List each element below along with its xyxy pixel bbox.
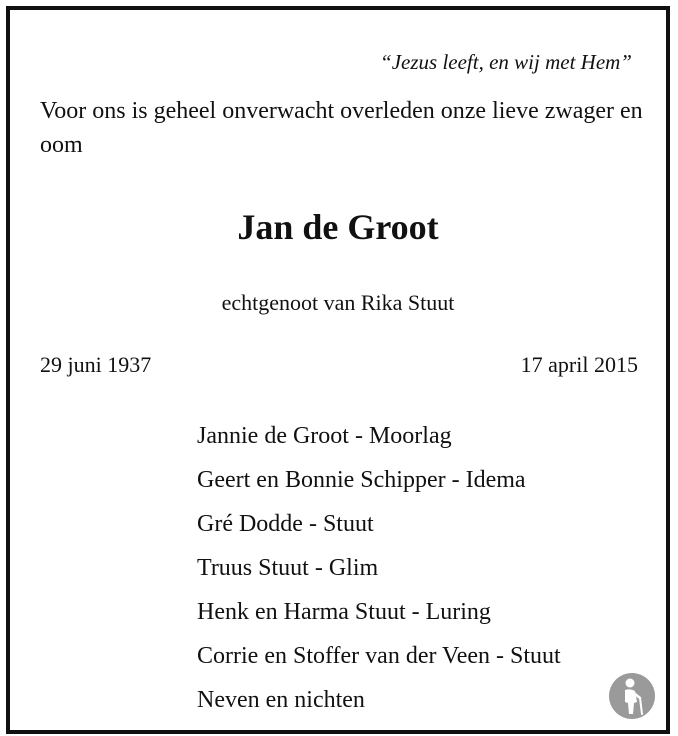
mourner-item: Neven en nichten xyxy=(197,687,365,713)
notice-frame xyxy=(6,6,670,734)
mourner-item: Gré Dodde - Stuut xyxy=(197,511,374,537)
mourner-item: Geert en Bonnie Schipper - Idema xyxy=(197,467,526,493)
mourners-list xyxy=(197,414,561,722)
spouse-line: echtgenoot van Rika Stuut xyxy=(221,290,455,315)
mourner-item: Corrie en Stoffer van der Veen - Stuut xyxy=(197,643,561,669)
figure-with-cane-logo-icon xyxy=(608,672,656,720)
mourner-item: Jannie de Groot - Moorlag xyxy=(197,423,452,449)
deceased-name: Jan de Groot xyxy=(237,207,439,247)
intro-text: Voor ons is geheel onverwacht overleden onze lieve zwager en oom xyxy=(40,98,643,158)
death-date: 17 april 2015 xyxy=(520,352,638,377)
motto-text: “Jezus leeft, en wij met Hem” xyxy=(380,50,632,74)
birth-date: 29 juni 1937 xyxy=(40,352,152,377)
mourner-item: Truus Stuut - Glim xyxy=(197,555,379,581)
mourner-item: Henk en Harma Stuut - Luring xyxy=(197,599,491,625)
